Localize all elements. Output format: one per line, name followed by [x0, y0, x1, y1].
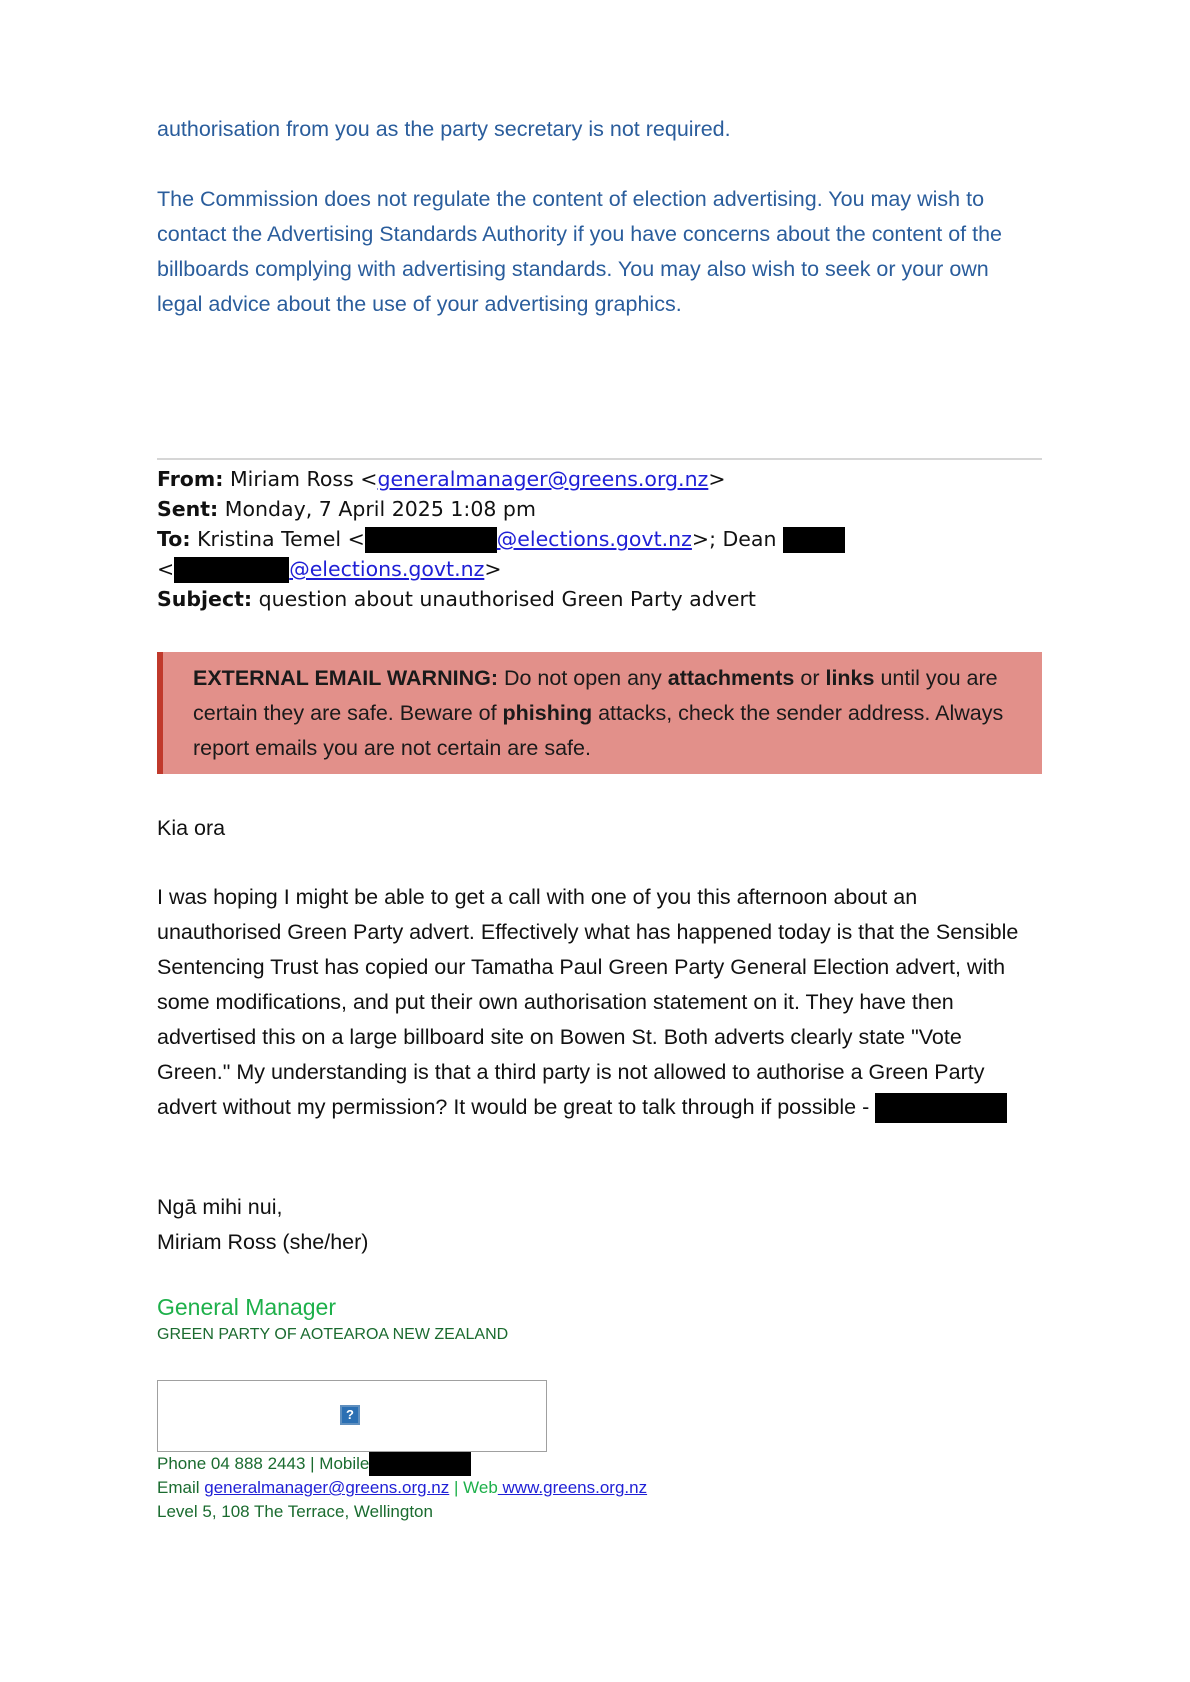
to-line-2	[157, 554, 1057, 584]
signature-title: General Manager	[157, 1294, 336, 1320]
separator: |	[449, 1478, 464, 1497]
to-line	[157, 524, 1057, 554]
warning-text-part: attacks, check the sender address. Always report emails you are not certain are safe.	[193, 701, 1004, 760]
warning-text-part: or	[794, 666, 826, 690]
reply-paragraph-2: The Commission does not regulate the content of election advertising. You may wish to contact the Advertising Standards Authority if you have concerns about the content of the billboards complying with advertising standards. You may also wish to seek or your own legal advice about the use of your advertising graphics.	[157, 187, 1003, 316]
from-label: From:	[157, 467, 224, 491]
redaction-block	[783, 527, 845, 553]
to-separator: >; Dean	[691, 527, 777, 551]
redaction-block	[174, 557, 289, 583]
to-open-2: <	[157, 557, 175, 581]
from-email-link[interactable]: generalmanager@greens.org.nz	[377, 467, 709, 491]
signature-image-placeholder	[157, 1380, 547, 1452]
broken-image-icon: ?	[340, 1405, 360, 1425]
email-divider	[157, 458, 1042, 460]
to-label: To:	[157, 527, 191, 551]
from-close: >	[708, 467, 726, 491]
email-header	[157, 464, 1057, 614]
phone-label: Phone 04 888 2443 | Mobile	[157, 1454, 370, 1473]
sent-line	[157, 494, 1057, 524]
warning-bold-links: links	[825, 666, 875, 690]
external-warning-banner	[157, 652, 1042, 774]
subject-line	[157, 584, 1057, 614]
warning-bold-attachments: attachments	[667, 666, 795, 690]
warning-text-part: Do not open any	[498, 666, 668, 690]
address-line: Level 5, 108 The Terrace, Wellington	[157, 1502, 433, 1521]
warning-text-part: until you are certain they are safe. Beware of	[193, 666, 998, 725]
greeting: Kia ora	[157, 816, 226, 840]
phone-line	[157, 1452, 471, 1476]
signature-org: GREEN PARTY OF AOTEAROA NEW ZEALAND	[157, 1326, 509, 1343]
website-link[interactable]: www.greens.org.nz	[497, 1478, 648, 1497]
reply-line-1: authorisation from you as the party secretary is not required.	[157, 117, 731, 141]
warning-text	[193, 661, 1033, 766]
subject-label: Subject:	[157, 587, 253, 611]
email-web-line	[157, 1476, 647, 1500]
body-paragraph	[157, 880, 1037, 1125]
to-close-2: >	[484, 557, 502, 581]
redaction-block	[365, 527, 497, 553]
sent-value: Monday, 7 April 2025 1:08 pm	[224, 497, 536, 521]
from-line	[157, 464, 1057, 494]
sent-label: Sent:	[157, 497, 219, 521]
warning-bold-phishing: phishing	[502, 701, 593, 725]
signature-email-link[interactable]: generalmanager@greens.org.nz	[204, 1478, 450, 1497]
redaction-block	[369, 1452, 471, 1476]
redaction-block	[875, 1093, 1007, 1123]
signoff: Ngā mihi nui,	[157, 1195, 283, 1219]
body-paragraph-text: I was hoping I might be able to get a call with one of you this afternoon about an unauthorised Green Party advert. Effectively what has happened today is that the Sensible Sentencing Trust has copied our Tamatha Paul Green Party General Election advert, with some modifications, and put their own authorisation statement on it. They have then advertised this on a large billboard site on Bowen St. Both adverts clearly state "Vote Green." My understanding is that a third party is not allowed to authorise a Green Party advert without my permission? It would be great to talk through if possible -	[157, 885, 1019, 1119]
subject-value: question about unauthorised Green Party advert	[258, 587, 756, 611]
email-label: Email	[157, 1478, 200, 1497]
signer-name: Miriam Ross (she/her)	[157, 1230, 369, 1254]
to-email-link-1[interactable]: @elections.govt.nz	[496, 527, 692, 551]
web-label: Web	[463, 1478, 498, 1497]
from-name: Miriam Ross <	[229, 467, 378, 491]
to-email-link-2[interactable]: @elections.govt.nz	[289, 557, 485, 581]
warning-lead: EXTERNAL EMAIL WARNING:	[193, 666, 498, 690]
to-name-1: Kristina Temel <	[197, 527, 365, 551]
